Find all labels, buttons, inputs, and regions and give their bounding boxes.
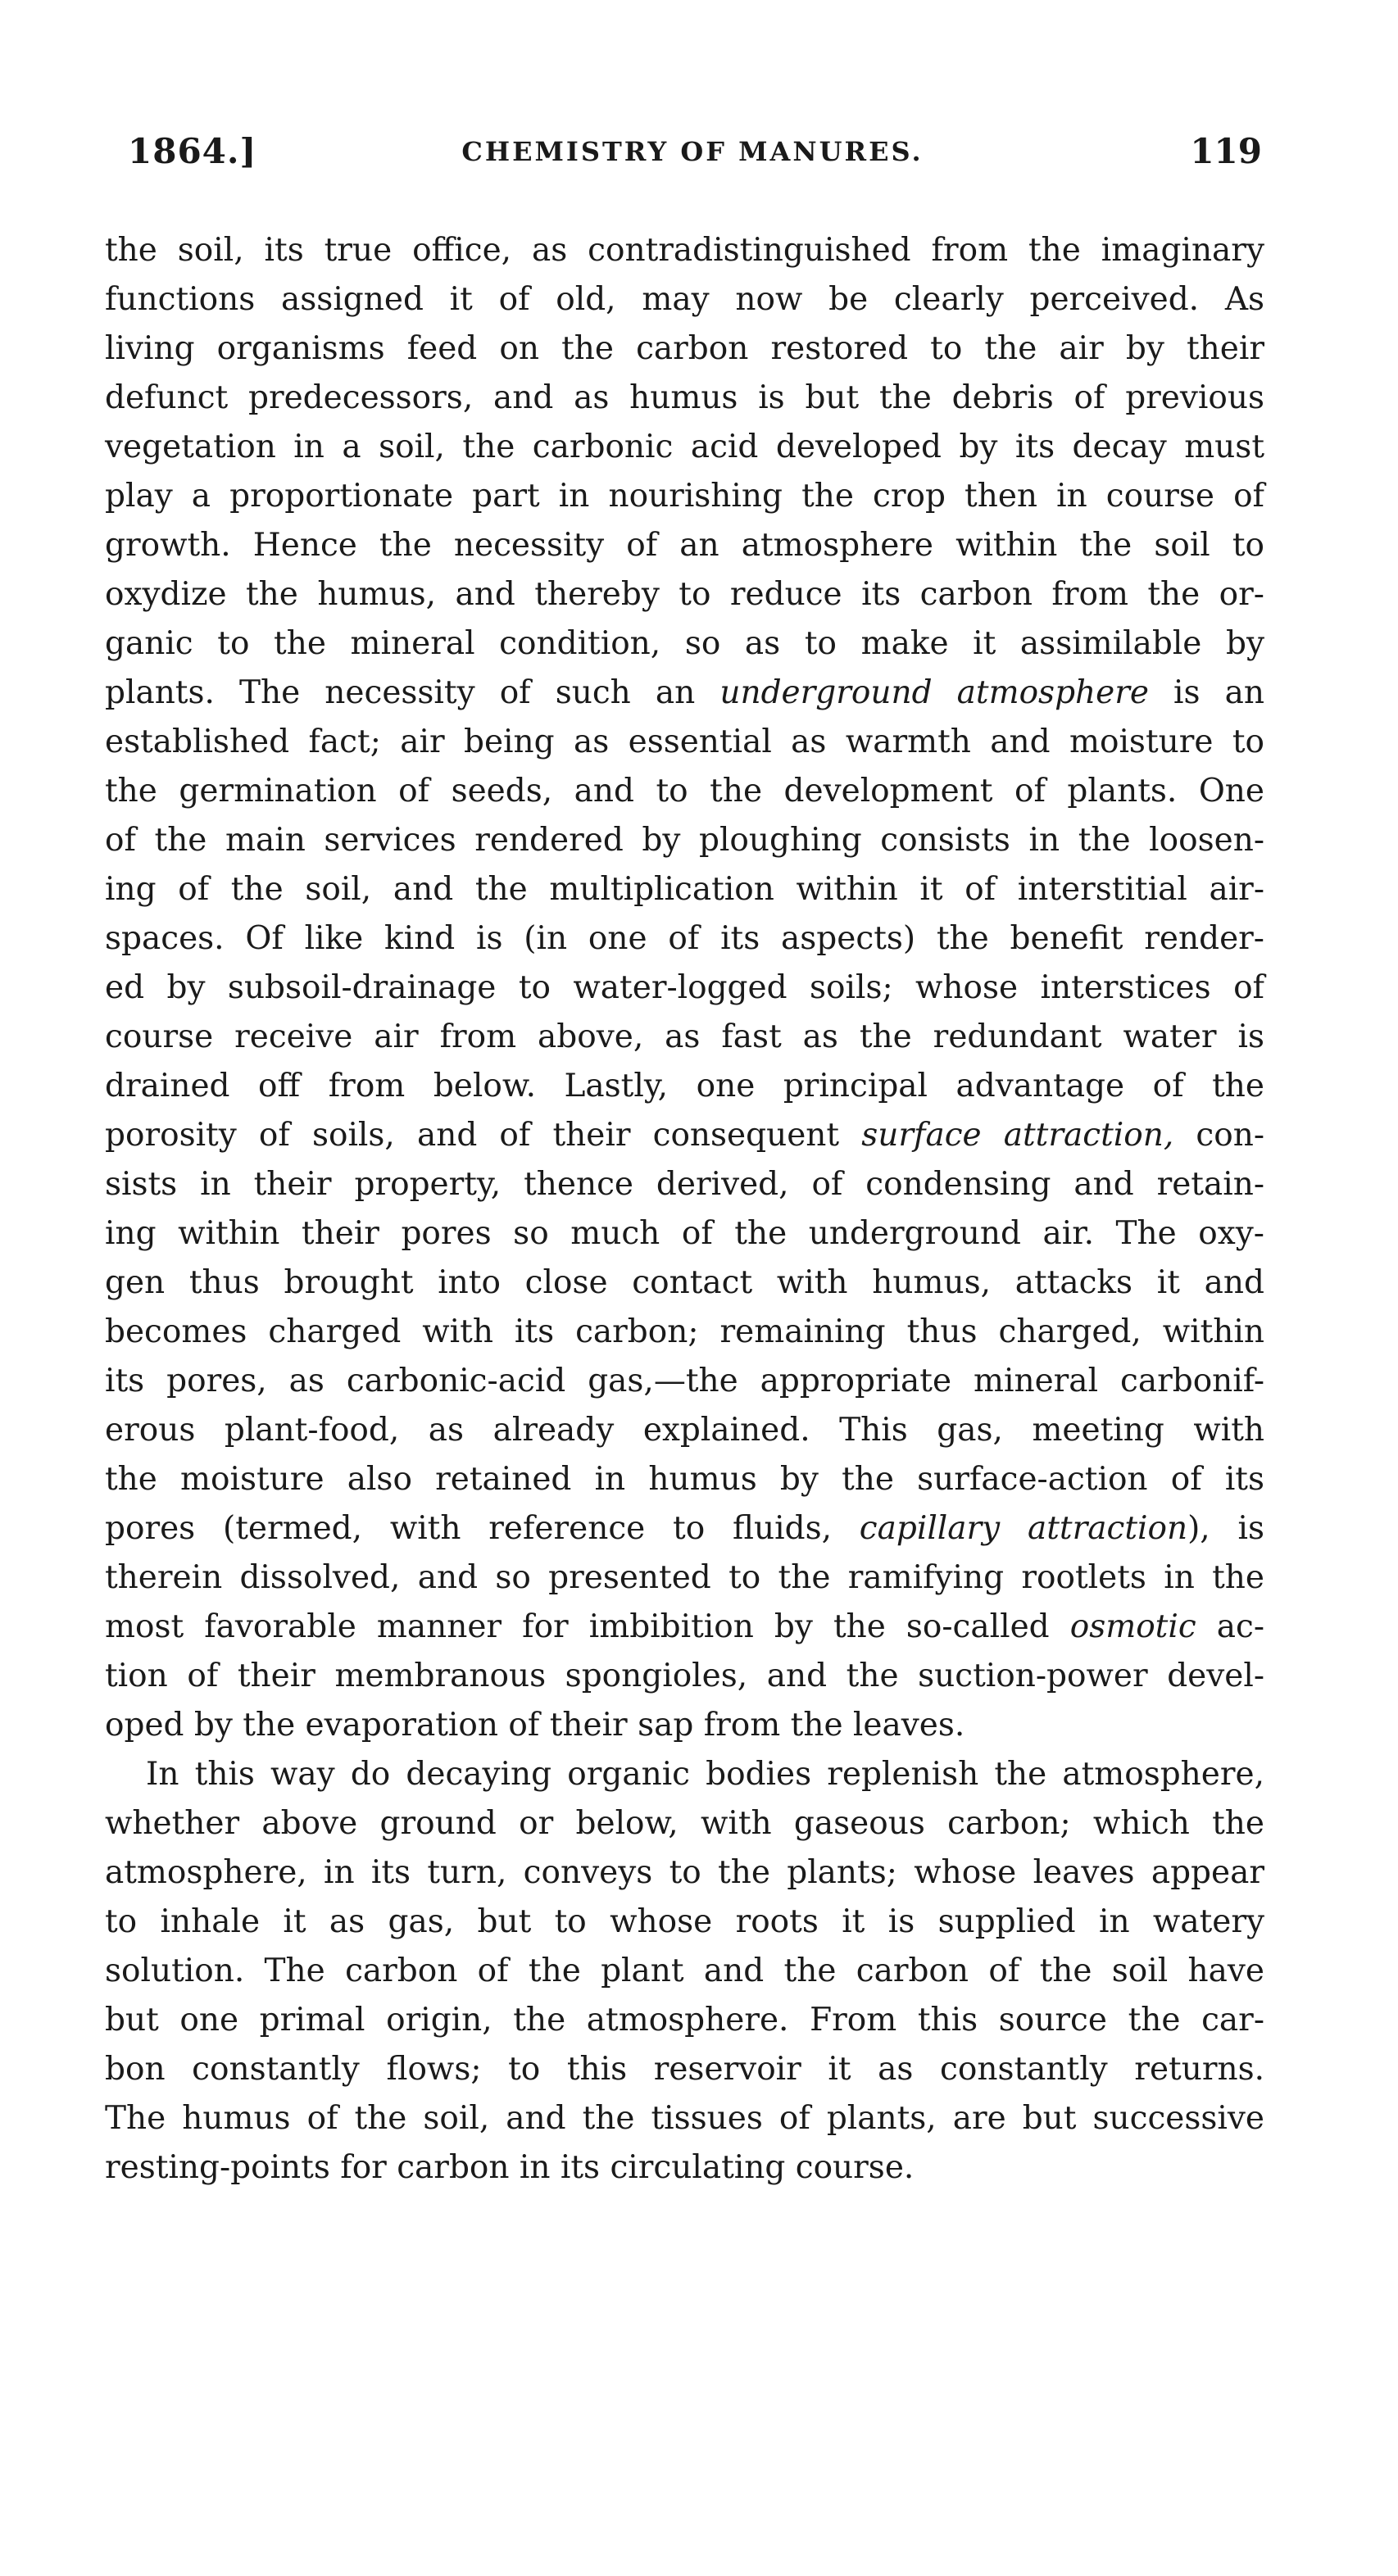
text-line [105,1603,1264,1652]
text-line: The humus of the soil, and the tissues of plants, are but successive [105,2100,1264,2137]
text-line: therein dissolved, and so presented to the ramifying rootlets in the [105,1559,1264,1596]
italic-phrase: underground atmosphere [719,674,1149,711]
text-line [105,669,1264,718]
text-line: tion of their membranous spongioles, and the suction-power devel- [105,1658,1264,1694]
text-line: the moisture also retained in humus by the surface-action of its [105,1461,1264,1498]
text-line: course receive air from above, as fast as the redundant water is [105,1018,1264,1055]
text-line: sists in their property, thence derived, of condensing and retain- [105,1166,1264,1203]
running-title: CHEMISTRY OF MANURES. [461,136,924,167]
text-line: ing of the soil, and the multiplication within it of interstitial air- [105,871,1264,908]
text-line [105,1111,1264,1160]
text-segment: porosity of soils, and of their consequent [105,1117,862,1154]
text-segment: ), is [1187,1510,1264,1547]
text-line: ed by subsoil-drainage to water-logged soils; whose interstices of [105,969,1264,1006]
text-line: functions assigned it of old, may now be clearly perceived. As [105,281,1264,318]
text-line: bon constantly flows; to this reservoir it as constantly returns. [105,2051,1264,2088]
text-line: spaces. Of like kind is (in one of its aspects) the benefit render- [105,920,1264,957]
text-line: the soil, its true office, as contradistinguished from the imaginary [105,232,1264,269]
text-line: its pores, as carbonic-acid gas,—the appropriate mineral carbonif- [105,1363,1264,1399]
text-line: established fact; air being as essential as warmth and moisture to [105,723,1264,760]
body-text [105,226,1264,2193]
text-line: defunct predecessors, and as humus is but the debris of previous [105,379,1264,416]
text-line: to inhale it as gas, but to whose roots it is supplied in watery [105,1903,1264,1940]
text-line: gen thus brought into close contact with humus, attacks it and [105,1264,1264,1301]
italic-phrase: surface attraction, [861,1117,1174,1154]
text-segment: most favorable manner for imbibition by the so-called [105,1608,1070,1645]
text-line: erous plant-food, as already explained. This gas, meeting with [105,1412,1264,1449]
page-number: 119 [1190,131,1262,171]
text-line: oped by the evaporation of their sap from the leaves. [105,1707,965,1744]
text-line: ganic to the mineral condition, so as to make it assimilable by [105,625,1264,662]
italic-phrase: osmotic [1069,1608,1196,1645]
text-line: but one primal origin, the atmosphere. From this source the car- [105,2002,1264,2039]
text-segment: is an [1148,674,1264,711]
text-line: of the main services rendered by ploughing consists in the loosen- [105,822,1264,859]
paragraph-2 [105,1750,1264,2193]
header-year: 1864.] [128,131,257,171]
text-line: atmosphere, in its turn, conveys to the plants; whose leaves appear [105,1854,1264,1891]
text-line: becomes charged with its carbon; remaining thus charged, within [105,1313,1264,1350]
italic-phrase: capillary attraction [859,1510,1188,1547]
text-line: solution. The carbon of the plant and the carbon of the soil have [105,1952,1264,1989]
paragraph-1 [105,226,1264,1750]
text-segment: ac- [1196,1608,1265,1645]
text-line: living organisms feed on the carbon restored to the air by their [105,330,1264,367]
text-line: resting-points for carbon in its circulating course. [105,2149,915,2186]
text-segment: con- [1173,1117,1264,1154]
text-line: whether above ground or below, with gaseous carbon; which the [105,1805,1264,1842]
text-line: drained off from below. Lastly, one principal advantage of the [105,1068,1264,1104]
text-line: the germination of seeds, and to the development of plants. One [105,773,1264,810]
text-segment: pores (termed, with reference to fluids, [105,1510,860,1547]
text-line: oxydize the humus, and thereby to reduce its carbon from the or- [105,576,1264,613]
text-line: In this way do decaying organic bodies replenish the atmosphere, [146,1756,1264,1793]
text-segment: plants. The necessity of such an [105,674,720,711]
text-line: ing within their pores so much of the underground air. The oxy- [105,1215,1264,1252]
text-line: growth. Hence the necessity of an atmosphere within the soil to [105,527,1264,564]
text-line: play a proportionate part in nourishing the crop then in course of [105,478,1264,515]
page-header [123,131,1262,180]
text-line: vegetation in a soil, the carbonic acid developed by its decay must [105,429,1264,465]
text-line [105,1504,1264,1553]
